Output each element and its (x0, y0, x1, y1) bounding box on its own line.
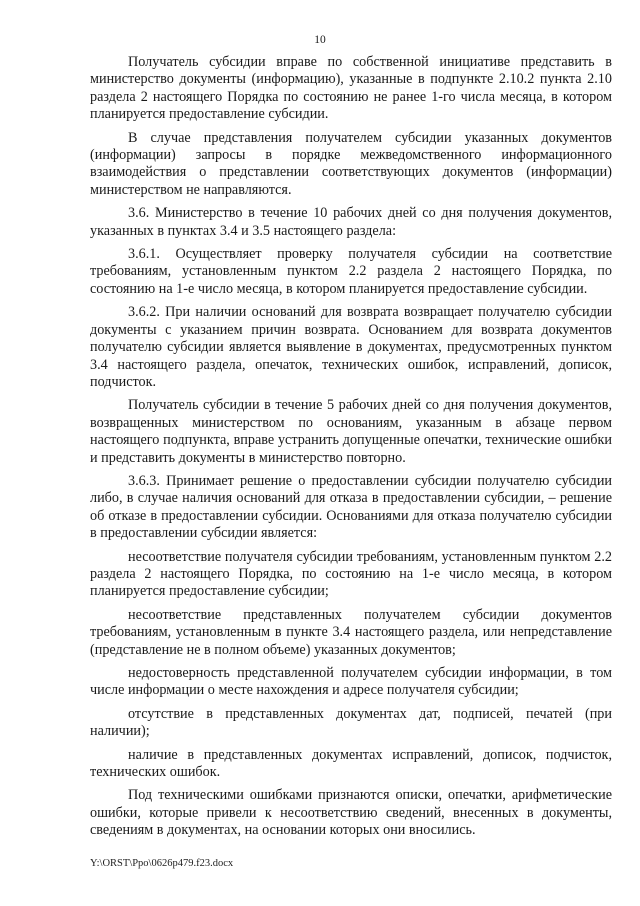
paragraph-resubmission: Получатель субсидии в течение 5 рабочих дней со дня получения документов, возвращенных министерством по основаниям, указанным в абзаце первом настоящего подпункта, вправе устранить допущенные опечатки, технические ошибки и представить документы в министерство повторно. (90, 397, 612, 466)
refusal-ground-missing-signatures: отсутствие в представленных документах дат, подписей, печатей (при наличии); (90, 705, 612, 740)
document-body (90, 54, 612, 846)
refusal-ground-corrections: наличие в представленных документах исправлений, дописок, подчисток, технических ошибок. (90, 746, 612, 781)
paragraph-technical-errors-definition: Под техническими ошибками признаются описки, опечатки, арифметические ошибки, которые привели к несоответствию сведений, внесенных в документы, сведениям в документах, на основании которых они вносились. (90, 787, 612, 839)
refusal-ground-requirements: несоответствие получателя субсидии требованиям, установленным пунктом 2.2 раздела 2 настоящего Порядка, по состоянию на 1-е число месяца, в котором планируется предоставление субсидии; (90, 548, 612, 600)
paragraph-3-6: 3.6. Министерство в течение 10 рабочих дней со дня получения документов, указанных в пунктах 3.4 и 3.5 настоящего раздела: (90, 205, 612, 239)
refusal-ground-documents: несоответствие представленных получателем субсидии документов требованиям, установленным в пункте 3.4 настоящего раздела, или непредставление (представление не в полном объеме) указанных документов; (90, 606, 612, 658)
paragraph-3-6-2: 3.6.2. При наличии оснований для возврата возвращает получателю субсидии документы с указанием причин возврата. Основанием для возврата документов получателю субсидии является выявление в документах, предусмотренных пунктом 3.4 настоящего раздела, опечаток, технических ошибок, исправлений, дописок, подчисток. (90, 304, 612, 390)
paragraph-3-6-3: 3.6.3. Принимает решение о предоставлении субсидии получателю субсидии либо, в случае наличия оснований для отказа в предоставлении субсидии, – решение об отказе в предоставлении субсидии. Основаниями для отказа получателю субсидии в предоставлении субсидии является: (90, 472, 612, 542)
paragraph-own-initiative: Получатель субсидии вправе по собственной инициативе представить в министерство документы (информацию), указанные в подпункте 2.10.2 пункта 2.10 раздела 2 настоящего Порядка по состоянию не ранее 1-го числа месяца, в котором планируется предоставление субсидии. (90, 54, 612, 123)
refusal-ground-false-info: недостоверность представленной получателем субсидии информации, в том числе информации о месте нахождения и адресе получателя субсидии; (90, 665, 612, 699)
footer-file-path: Y:\ORST\Ppo\0626p479.f23.docx (90, 858, 234, 869)
paragraph-interagency-requests: В случае представления получателем субсидии указанных документов (информации) запросы в порядке межведомственного информационного взаимодействия о представлении соответствующих документов (информации) министерством не направляются. (90, 129, 612, 198)
page-number: 10 (314, 34, 326, 46)
paragraph-3-6-1: 3.6.1. Осуществляет проверку получателя субсидии на соответствие требованиям, установленным пунктом 2.2 раздела 2 настоящего Порядка, по состоянию на 1-е число месяца, в котором планируется предоставление субсидии. (90, 246, 612, 297)
